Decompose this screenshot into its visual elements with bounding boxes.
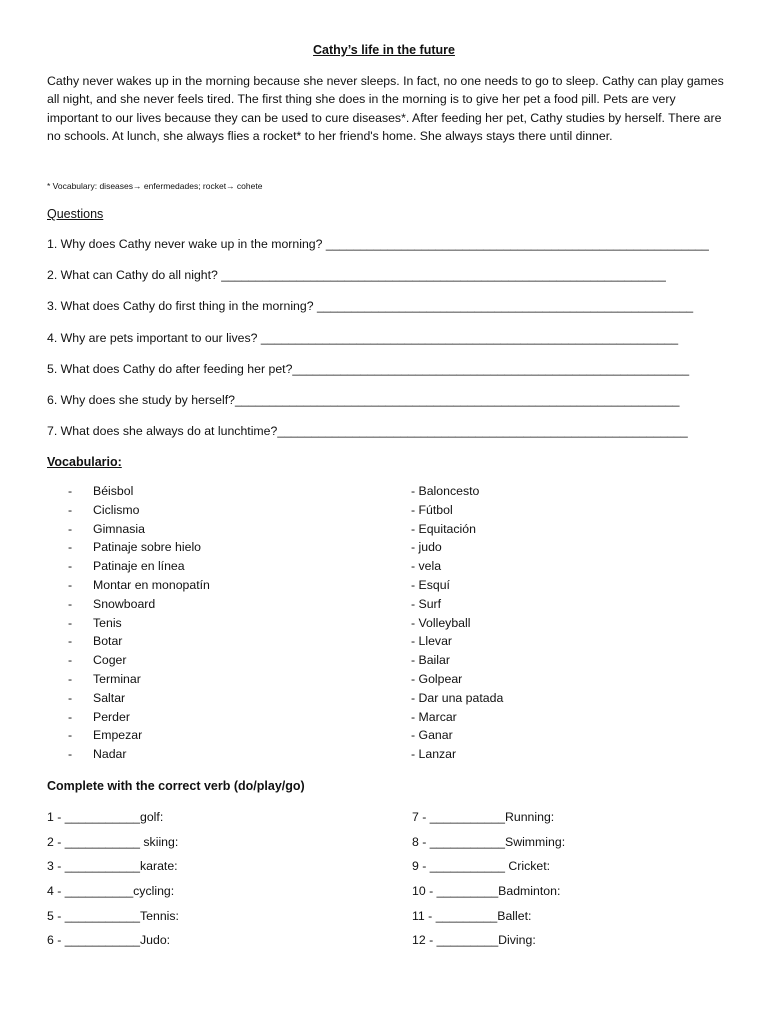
- story-paragraph: Cathy never wakes up in the morning because she never sleeps. In fact, no one needs to go to sleep. Cathy can play games all night, and she never feels tired. The first thing she does in the morning is to give her pet a food pill. Pets are very important to our lives because they can be used to cure diseases*. After feeding her pet, Cathy studies by herself. There are no schools. At lunch, she always flies a rocket* to her friend's home. She always stays there until dinner.: [47, 74, 724, 143]
- vocab-item: - Lanzar: [411, 747, 457, 762]
- vocab-item: - Snowboard: [68, 596, 156, 611]
- vocabulary-heading: Vocabulario:: [47, 455, 122, 469]
- vocab-item: - Llevar: [411, 634, 453, 649]
- vocab-item: - Patinaje sobre hielo: [68, 540, 202, 555]
- vocab-item: - Fútbol: [411, 502, 453, 517]
- vocab-item: - Perder: [68, 709, 130, 724]
- question-2: 2. What can Cathy do all night? _________________________________________________________________: [47, 268, 666, 283]
- vocab-item: - Empezar: [68, 728, 143, 743]
- vocab-item: - Saltar: [68, 690, 126, 705]
- vocab-item: - Ciclismo: [68, 502, 140, 517]
- vocab-item: - Patinaje en línea: [68, 559, 185, 574]
- complete-item-11: 11 - _________Ballet:: [412, 908, 532, 923]
- vocab-item: - Terminar: [68, 671, 141, 686]
- vocab-item: - Marcar: [411, 709, 457, 724]
- vocab-item: - judo: [411, 540, 442, 555]
- complete-item-7: 7 - ___________Running:: [412, 810, 555, 824]
- vocab-item: - Montar en monopatín: [68, 577, 210, 592]
- question-3: 3. What does Cathy do first thing in the morning? _______________________________________________________: [47, 299, 694, 314]
- vocab-item: - Tenis: [68, 615, 122, 630]
- question-7: 7. What does she always do at lunchtime?____________________________________________________________: [47, 424, 688, 439]
- vocab-item: - Béisbol: [68, 484, 134, 498]
- complete-item-1: 1 - ___________golf:: [47, 810, 164, 824]
- complete-item-6: 6 - ___________Judo:: [47, 933, 171, 948]
- vocab-item: - Esquí: [411, 577, 450, 592]
- vocab-item: - Volleyball: [411, 615, 471, 630]
- vocabulary-footnote: * Vocabulary: diseases→ enfermedades; rocket→ cohete: [47, 181, 263, 191]
- vocab-item: - vela: [411, 559, 442, 574]
- complete-right-column: [412, 810, 565, 958]
- complete-item-5: 5 - ___________Tennis:: [47, 908, 179, 923]
- vocab-item: - Golpear: [411, 671, 463, 686]
- complete-item-12: 12 - _________Diving:: [412, 933, 536, 948]
- vocab-item: - Baloncesto: [411, 484, 480, 498]
- question-1: 1. Why does Cathy never wake up in the morning? ________________________________________________________: [47, 237, 709, 251]
- complete-heading: Complete with the correct verb (do/play/go): [47, 779, 305, 793]
- page-title: Cathy’s life in the future: [313, 43, 455, 57]
- question-6: 6. Why does she study by herself?_________________________________________________________________: [47, 392, 680, 407]
- question-4: 4. Why are pets important to our lives? _____________________________________________________________: [47, 330, 679, 345]
- questions-list: [47, 237, 727, 455]
- complete-item-4: 4 - __________cycling:: [47, 884, 175, 899]
- vocab-item: - Ganar: [411, 728, 453, 743]
- vocab-item: - Gimnasia: [68, 521, 145, 536]
- complete-item-2: 2 - ___________ skiing:: [47, 834, 179, 849]
- vocab-item: - Surf: [411, 596, 442, 611]
- vocab-item: - Bailar: [411, 653, 450, 668]
- vocabulary-left-column: [68, 484, 210, 766]
- vocab-item: - Dar una patada: [411, 690, 504, 705]
- vocab-item: - Coger: [68, 653, 127, 668]
- vocab-item: - Equitación: [411, 521, 476, 536]
- complete-item-8: 8 - ___________Swimming:: [412, 834, 566, 849]
- questions-heading: Questions: [47, 207, 104, 221]
- vocabulary-right-column: [411, 484, 503, 766]
- complete-left-column: [47, 810, 179, 958]
- complete-item-9: 9 - ___________ Cricket:: [412, 859, 551, 874]
- vocab-item: - Nadar: [68, 747, 127, 762]
- question-5: 5. What does Cathy do after feeding her pet?__________________________________________________________: [47, 361, 690, 376]
- complete-item-10: 10 - _________Badminton:: [412, 884, 561, 899]
- vocab-item: - Botar: [68, 634, 123, 649]
- complete-item-3: 3 - ___________karate:: [47, 859, 178, 874]
